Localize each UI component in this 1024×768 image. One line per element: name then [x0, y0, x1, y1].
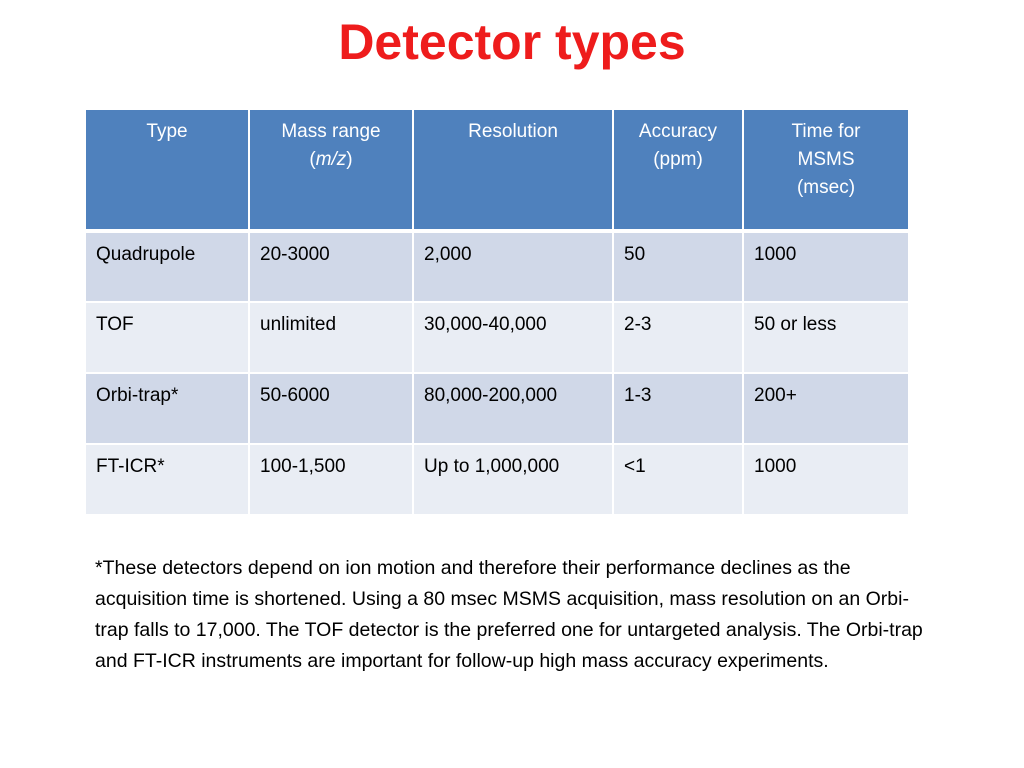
- header-mass-range-label: Mass range: [281, 121, 381, 142]
- header-mass-range: [249, 109, 413, 231]
- header-mass-range-unit: (m/z): [309, 149, 353, 170]
- table-row-orbi-trap: [85, 373, 909, 444]
- header-resolution: [413, 109, 613, 231]
- cell-type: Quadrupole: [85, 231, 249, 302]
- detector-table-container: [84, 108, 908, 516]
- header-accuracy: [613, 109, 743, 231]
- cell-time-msms: 1000: [743, 231, 909, 302]
- cell-mass-range: 100-1,500: [249, 444, 413, 515]
- cell-time-msms: 50 or less: [743, 302, 909, 373]
- detector-types-table: [84, 108, 910, 516]
- cell-resolution: 80,000-200,000: [413, 373, 613, 444]
- header-time-line-1: Time for: [791, 121, 861, 142]
- header-accuracy-label: Accuracy: [638, 121, 718, 142]
- cell-resolution: Up to 1,000,000: [413, 444, 613, 515]
- cell-accuracy: 2-3: [613, 302, 743, 373]
- cell-mass-range: 50-6000: [249, 373, 413, 444]
- footnote-text: *These detectors depend on ion motion and therefore their performance declines as the acquisition time is shortened. Using a 80 msec MSMS acquisition, mass resolution on an Orbi-trap falls to 17,000. The TOF detector is the preferred one for untargeted analysis. The Orbi-trap and FT-ICR instruments are important for follow-up high mass accuracy experiments.: [95, 557, 923, 672]
- header-time-line-3: (msec): [796, 177, 856, 198]
- cell-type: FT-ICR*: [85, 444, 249, 515]
- header-type-label: Type: [146, 121, 188, 142]
- cell-mass-range: unlimited: [249, 302, 413, 373]
- cell-resolution: 2,000: [413, 231, 613, 302]
- cell-type: TOF: [85, 302, 249, 373]
- cell-accuracy: <1: [613, 444, 743, 515]
- table-row-ft-icr: [85, 444, 909, 515]
- slide-title: Detector types: [338, 14, 686, 70]
- cell-time-msms: 1000: [743, 444, 909, 515]
- cell-time-msms: 200+: [743, 373, 909, 444]
- cell-type: Orbi-trap*: [85, 373, 249, 444]
- cell-mass-range: 20-3000: [249, 231, 413, 302]
- header-time-line-2: MSMS: [797, 149, 855, 170]
- header-type: [85, 109, 249, 231]
- header-time-for-msms: [743, 109, 909, 231]
- cell-accuracy: 50: [613, 231, 743, 302]
- cell-accuracy: 1-3: [613, 373, 743, 444]
- header-mass-range-unit-italic: m/z: [315, 149, 347, 170]
- table-row-tof: [85, 302, 909, 373]
- table-row-quadrupole: [85, 231, 909, 302]
- cell-resolution: 30,000-40,000: [413, 302, 613, 373]
- header-resolution-label: Resolution: [468, 121, 558, 142]
- table-header-row: [85, 109, 909, 231]
- header-accuracy-unit: (ppm): [653, 149, 703, 170]
